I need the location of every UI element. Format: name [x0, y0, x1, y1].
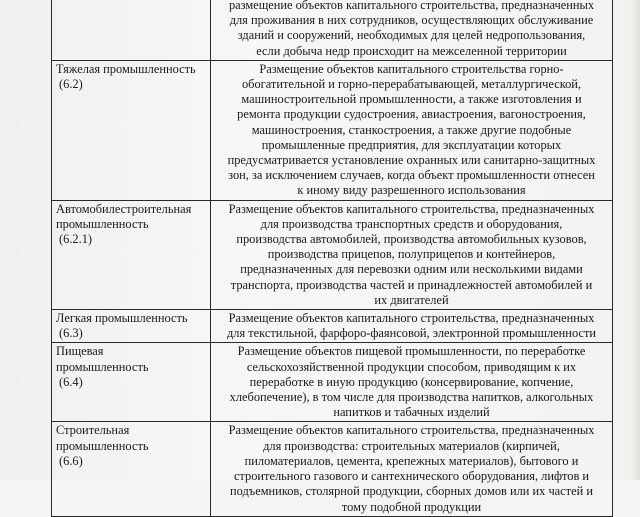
use-type-name: промышленность: [56, 216, 149, 231]
use-type-name-cell: [52, 343, 211, 422]
use-type-code: (6.3): [59, 326, 83, 341]
use-type-name: Легкая промышленность: [56, 311, 188, 326]
use-type-name-cell: [52, 422, 211, 516]
description-line: к иному виду разрешенного использования: [297, 183, 526, 198]
land-use-table: [51, 0, 613, 517]
description-line: переработке в иную продукцию (консервирование, копчение,: [249, 374, 574, 389]
description-line: Размещение объектов капитального строительства, предназначенных: [228, 423, 595, 438]
page-edge-shadow: [630, 0, 640, 480]
use-type-name-cell: [52, 310, 211, 343]
use-type-code: (6.6): [59, 453, 83, 468]
table-body: [52, 0, 613, 516]
use-type-description-cell: [211, 422, 613, 516]
use-type-name: Пищевая: [56, 344, 104, 359]
use-type-description-cell: [211, 0, 613, 60]
description-line: Размещение объектов капитального строительства горно-: [259, 61, 564, 76]
use-type-code: (6.2.1): [59, 232, 93, 247]
description-line: зон, за исключением случаев, когда объект промышленности отнесен: [228, 168, 595, 183]
use-type-description-cell: [211, 343, 613, 422]
description-line: напитков и табачных изделий: [333, 405, 490, 420]
description-line: Размещение объектов пищевой промышленности, по переработке: [237, 344, 586, 359]
description-line: размещение объектов капитального строительства, предназначенных: [228, 0, 595, 12]
description-line: предназначенных для перевозки одним или несколькими видами: [240, 262, 583, 277]
description-line: Размещение объектов капитального строительства, предназначенных: [228, 201, 595, 216]
use-type-name: Строительная: [56, 423, 130, 438]
use-type-description-cell: [211, 310, 613, 343]
description-line: зданий и сооружений, необходимых для целей недропользования,: [237, 28, 586, 43]
description-line: транспорта, производства частей и принадлежностей автомобилей и: [230, 277, 593, 292]
use-type-code: (6.2): [59, 77, 83, 92]
description-line: для производства транспортных средств и оборудования,: [260, 216, 563, 231]
use-type-name: промышленность: [56, 438, 149, 453]
use-type-name: промышленность: [56, 359, 149, 374]
description-line: машиностроительной промышленности, а также изготовления и: [241, 92, 582, 107]
use-type-name-cell: [52, 200, 211, 309]
description-line: производства прицепов, полуприцепов и контейнеров,: [267, 247, 556, 262]
table-row: [52, 0, 613, 60]
description-line: хлебопечение), в том числе для производства напитков, алкогольных: [229, 390, 594, 405]
table-row: [52, 422, 613, 516]
use-type-description-cell: [211, 200, 613, 309]
table-row: [52, 343, 613, 422]
description-line: для производства: строительных материалов (кирпичей,: [263, 438, 560, 453]
description-line: для текстильной, фарфоро-фаянсовой, электронной промышленности: [226, 326, 596, 341]
description-line: ремонта продукции судостроения, авиастроения, вагоностроения,: [237, 107, 586, 122]
description-line: промышленные предприятия, для эксплуатации которых: [261, 137, 562, 152]
use-type-name: Тяжелая промышленность: [56, 61, 196, 76]
description-line: если добыча недр происходит на межселенной территории: [256, 43, 567, 58]
description-line: строительного газового и сантехнического оборудования, лифтов и: [233, 469, 590, 484]
description-line: подъемников, столярной продукции, сборных домов или их частей и: [230, 484, 593, 499]
use-type-code: (6.4): [59, 374, 83, 389]
description-line: их двигателей: [374, 292, 449, 307]
table-row: [52, 200, 613, 309]
description-line: обогатительной и горно-перерабатывающей, металлургической,: [241, 77, 582, 92]
use-type-description-cell: [211, 60, 613, 200]
use-type-name-cell: [52, 0, 211, 60]
use-type-name-cell: [52, 60, 211, 200]
table-row: [52, 60, 613, 200]
description-line: производства автомобилей, производства автомобильных кузовов,: [236, 232, 587, 247]
description-line: пиломатериалов, цемента, крепежных материалов), бытового и: [244, 453, 579, 468]
description-line: предусматривается установление охранных или санитарно-защитных: [227, 153, 596, 168]
table-row: [52, 310, 613, 343]
description-line: сельскохозяйственной продукции способом, приводящим к их: [246, 359, 577, 374]
description-line: машиностроения, станкостроения, а также другие подобные: [251, 122, 572, 137]
description-line: Размещение объектов капитального строительства, предназначенных: [228, 311, 595, 326]
description-line: для проживания в них сотрудников, осуществляющих обслуживание: [229, 13, 594, 28]
use-type-name: Автомобилестроительная: [56, 201, 192, 216]
description-line: тому подобной продукции: [341, 499, 482, 514]
